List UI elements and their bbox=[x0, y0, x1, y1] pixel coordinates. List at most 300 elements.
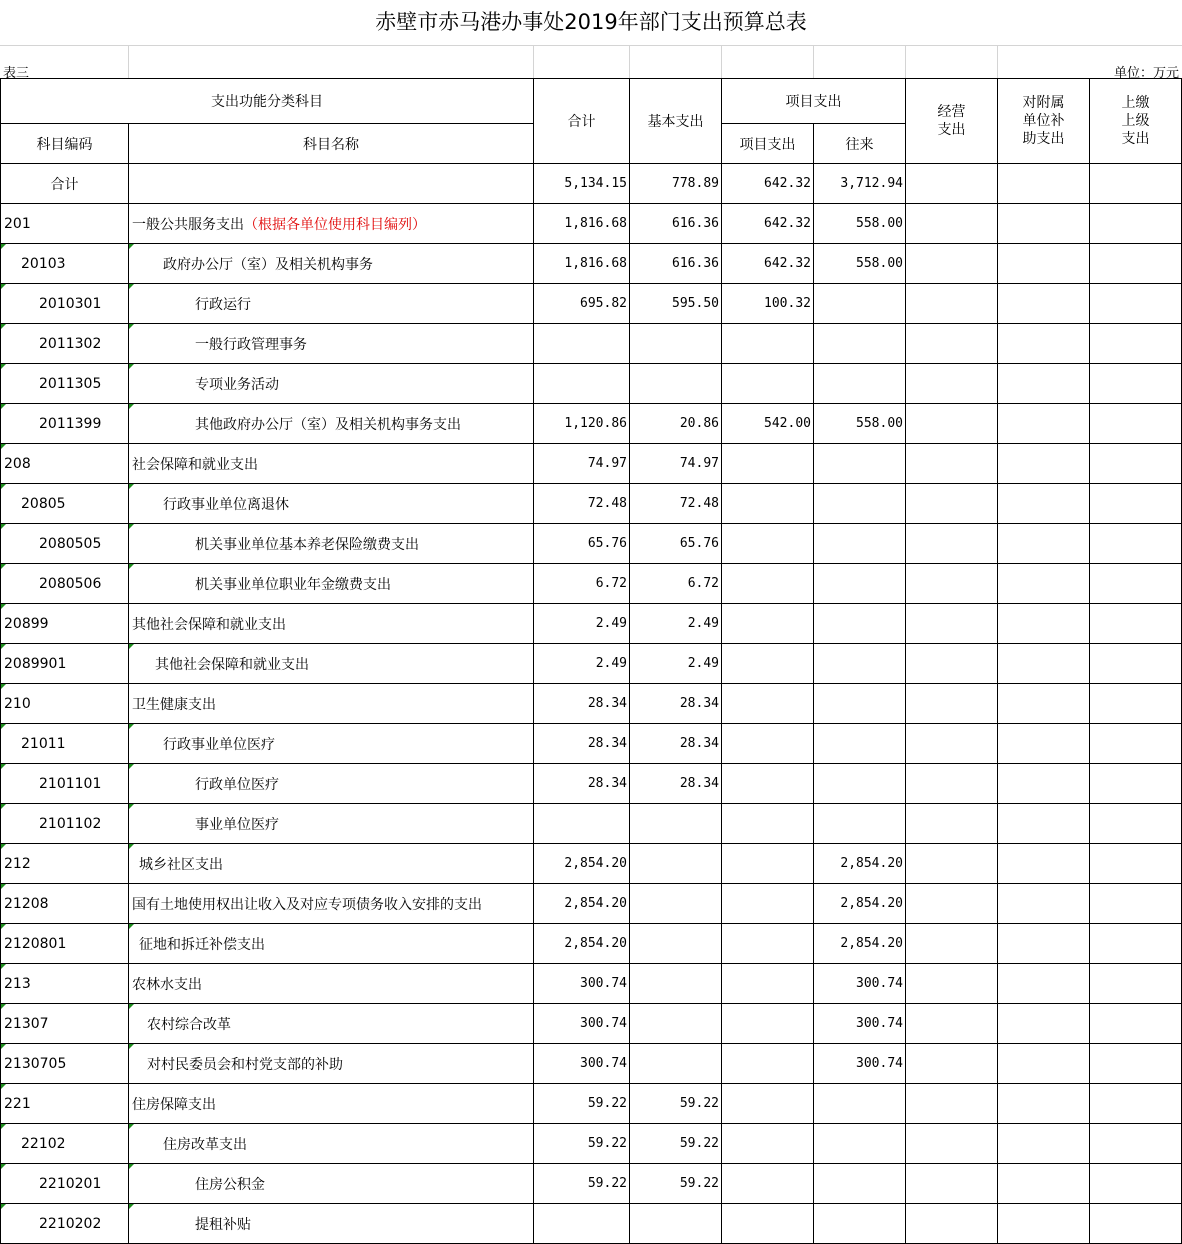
table-row bbox=[1, 684, 1182, 724]
cell-code[interactable] bbox=[1, 1084, 129, 1124]
cell-name[interactable] bbox=[129, 964, 534, 1004]
cell-code[interactable] bbox=[1, 924, 129, 964]
cell-project[interactable] bbox=[722, 1164, 814, 1204]
cell-total[interactable]: 2.49 bbox=[534, 644, 630, 684]
cell-remit[interactable] bbox=[1090, 164, 1182, 204]
cell-basic[interactable]: 778.89 bbox=[630, 164, 722, 204]
cell-operating[interactable] bbox=[906, 964, 998, 1004]
table-row bbox=[1, 244, 1182, 284]
cell-name[interactable] bbox=[129, 884, 534, 924]
cell-basic[interactable] bbox=[630, 924, 722, 964]
cell-basic[interactable]: 616.36 bbox=[630, 204, 722, 244]
cell-remit[interactable] bbox=[1090, 204, 1182, 244]
cell-name[interactable] bbox=[129, 604, 534, 644]
cell-code-text: 210 bbox=[4, 695, 31, 712]
cell-transfer[interactable] bbox=[814, 1164, 906, 1204]
cell-total[interactable]: 72.48 bbox=[534, 484, 630, 524]
cell-transfer[interactable]: 2,854.20 bbox=[814, 884, 906, 924]
cell-transfer[interactable] bbox=[814, 724, 906, 764]
cell-basic[interactable] bbox=[630, 884, 722, 924]
cell-code[interactable] bbox=[1, 844, 129, 884]
cell-basic[interactable]: 59.22 bbox=[630, 1084, 722, 1124]
cell-operating[interactable] bbox=[906, 924, 998, 964]
cell-name-text: 行政事业单位离退休 bbox=[163, 496, 289, 513]
cell-remit[interactable] bbox=[1090, 884, 1182, 924]
cell-transfer[interactable]: 558.00 bbox=[814, 204, 906, 244]
cell-basic[interactable]: 20.86 bbox=[630, 404, 722, 444]
cell-code[interactable] bbox=[1, 604, 129, 644]
cell-remit[interactable] bbox=[1090, 324, 1182, 364]
cell-transfer[interactable]: 2,854.20 bbox=[814, 844, 906, 884]
cell-transfer[interactable] bbox=[814, 1084, 906, 1124]
cell-total[interactable] bbox=[534, 364, 630, 404]
cell-remit[interactable] bbox=[1090, 364, 1182, 404]
cell-code-text: 2210201 bbox=[39, 1175, 102, 1192]
cell-transfer[interactable]: 300.74 bbox=[814, 1044, 906, 1084]
cell-project[interactable] bbox=[722, 804, 814, 844]
cell-project[interactable] bbox=[722, 764, 814, 804]
cell-project[interactable] bbox=[722, 444, 814, 484]
header-transfer: 往来 bbox=[814, 124, 906, 164]
cell-project[interactable] bbox=[722, 524, 814, 564]
cell-name[interactable] bbox=[129, 1124, 534, 1164]
cell-basic[interactable]: 59.22 bbox=[630, 1164, 722, 1204]
cell-subsidy[interactable] bbox=[998, 324, 1090, 364]
cell-project[interactable] bbox=[722, 324, 814, 364]
cell-transfer[interactable] bbox=[814, 604, 906, 644]
cell-operating[interactable] bbox=[906, 404, 998, 444]
cell-subsidy[interactable] bbox=[998, 1084, 1090, 1124]
cell-project[interactable] bbox=[722, 484, 814, 524]
cell-code[interactable] bbox=[1, 804, 129, 844]
cell-name[interactable] bbox=[129, 204, 534, 244]
cell-remit[interactable] bbox=[1090, 244, 1182, 284]
cell-subsidy[interactable] bbox=[998, 764, 1090, 804]
cell-transfer[interactable] bbox=[814, 324, 906, 364]
cell-operating[interactable] bbox=[906, 244, 998, 284]
cell-transfer[interactable] bbox=[814, 644, 906, 684]
cell-operating[interactable] bbox=[906, 1004, 998, 1044]
cell-basic[interactable]: 28.34 bbox=[630, 764, 722, 804]
table-row bbox=[1, 924, 1182, 964]
header-operating-text: 经营支出 bbox=[937, 104, 966, 138]
cell-subsidy[interactable] bbox=[998, 284, 1090, 324]
table-row bbox=[1, 284, 1182, 324]
cell-code[interactable] bbox=[1, 564, 129, 604]
cell-project[interactable] bbox=[722, 364, 814, 404]
cell-name[interactable] bbox=[129, 644, 534, 684]
cell-total[interactable]: 59.22 bbox=[534, 1164, 630, 1204]
cell-operating[interactable] bbox=[906, 724, 998, 764]
table-row bbox=[1, 204, 1182, 244]
cell-project[interactable] bbox=[722, 1204, 814, 1244]
cell-project[interactable] bbox=[722, 1124, 814, 1164]
cell-remit[interactable] bbox=[1090, 484, 1182, 524]
cell-remit[interactable] bbox=[1090, 284, 1182, 324]
table-row bbox=[1, 804, 1182, 844]
cell-basic[interactable] bbox=[630, 844, 722, 884]
cell-project[interactable] bbox=[722, 964, 814, 1004]
cell-code[interactable] bbox=[1, 284, 129, 324]
cell-operating[interactable] bbox=[906, 524, 998, 564]
cell-name-text: 机关事业单位职业年金缴费支出 bbox=[195, 576, 391, 593]
cell-project[interactable] bbox=[722, 724, 814, 764]
cell-basic[interactable] bbox=[630, 324, 722, 364]
cell-name[interactable] bbox=[129, 724, 534, 764]
cell-name-text: 一般行政管理事务 bbox=[195, 336, 307, 353]
cell-name-text: 住房改革支出 bbox=[163, 1136, 247, 1153]
cell-project[interactable] bbox=[722, 924, 814, 964]
cell-subsidy[interactable] bbox=[998, 244, 1090, 284]
table-row bbox=[1, 1084, 1182, 1124]
cell-total[interactable] bbox=[534, 324, 630, 364]
cell-project[interactable]: 100.32 bbox=[722, 284, 814, 324]
cell-subsidy[interactable] bbox=[998, 724, 1090, 764]
cell-code-text: 212 bbox=[4, 855, 31, 872]
cell-name[interactable] bbox=[129, 404, 534, 444]
header-remit bbox=[1090, 79, 1182, 164]
table-row bbox=[1, 964, 1182, 1004]
cell-code-text: 2120801 bbox=[4, 935, 67, 952]
cell-total[interactable]: 1,816.68 bbox=[534, 204, 630, 244]
cell-code[interactable] bbox=[1, 884, 129, 924]
cell-project[interactable]: 642.32 bbox=[722, 164, 814, 204]
cell-name-text: 专项业务活动 bbox=[195, 376, 279, 393]
cell-code[interactable] bbox=[1, 1044, 129, 1084]
cell-total[interactable]: 300.74 bbox=[534, 1044, 630, 1084]
cell-total[interactable]: 300.74 bbox=[534, 1004, 630, 1044]
cell-transfer[interactable] bbox=[814, 804, 906, 844]
cell-transfer[interactable] bbox=[814, 524, 906, 564]
cell-operating[interactable] bbox=[906, 564, 998, 604]
cell-basic[interactable]: 74.97 bbox=[630, 444, 722, 484]
cell-code[interactable] bbox=[1, 524, 129, 564]
cell-operating[interactable] bbox=[906, 1044, 998, 1084]
cell-basic[interactable] bbox=[630, 1004, 722, 1044]
cell-code[interactable] bbox=[1, 324, 129, 364]
cell-remit[interactable] bbox=[1090, 764, 1182, 804]
cell-total[interactable]: 6.72 bbox=[534, 564, 630, 604]
cell-code[interactable] bbox=[1, 964, 129, 1004]
cell-operating[interactable] bbox=[906, 1124, 998, 1164]
cell-remit[interactable] bbox=[1090, 524, 1182, 564]
cell-subsidy[interactable] bbox=[998, 924, 1090, 964]
cell-subsidy[interactable] bbox=[998, 604, 1090, 644]
cell-transfer[interactable] bbox=[814, 484, 906, 524]
cell-code-text: 21208 bbox=[4, 895, 49, 912]
table-row bbox=[1, 604, 1182, 644]
cell-total[interactable] bbox=[534, 1204, 630, 1244]
cell-name[interactable] bbox=[129, 324, 534, 364]
cell-name[interactable] bbox=[129, 1004, 534, 1044]
cell-subsidy[interactable] bbox=[998, 524, 1090, 564]
cell-name[interactable] bbox=[129, 524, 534, 564]
cell-name-note: （根据各单位使用科目编列） bbox=[244, 216, 426, 233]
table-row bbox=[1, 1124, 1182, 1164]
cell-subsidy[interactable] bbox=[998, 444, 1090, 484]
cell-project[interactable] bbox=[722, 644, 814, 684]
cell-operating[interactable] bbox=[906, 444, 998, 484]
cell-operating[interactable] bbox=[906, 204, 998, 244]
cell-total[interactable]: 65.76 bbox=[534, 524, 630, 564]
cell-total[interactable]: 2,854.20 bbox=[534, 924, 630, 964]
cell-operating[interactable] bbox=[906, 644, 998, 684]
cell-code-text: 21011 bbox=[21, 735, 66, 752]
cell-transfer[interactable]: 300.74 bbox=[814, 1004, 906, 1044]
cell-subsidy[interactable] bbox=[998, 164, 1090, 204]
cell-remit[interactable] bbox=[1090, 1204, 1182, 1244]
cell-basic[interactable] bbox=[630, 964, 722, 1004]
cell-total[interactable]: 28.34 bbox=[534, 684, 630, 724]
cell-total[interactable]: 695.82 bbox=[534, 284, 630, 324]
cell-project[interactable]: 642.32 bbox=[722, 204, 814, 244]
cell-name[interactable] bbox=[129, 684, 534, 724]
cell-name[interactable] bbox=[129, 484, 534, 524]
cell-transfer[interactable]: 300.74 bbox=[814, 964, 906, 1004]
cell-name[interactable] bbox=[129, 564, 534, 604]
cell-total[interactable]: 1,120.86 bbox=[534, 404, 630, 444]
cell-basic[interactable]: 2.49 bbox=[630, 644, 722, 684]
header-subsidy-text: 对附属单位补助支出 bbox=[1022, 95, 1065, 147]
cell-code[interactable] bbox=[1, 484, 129, 524]
cell-code[interactable] bbox=[1, 724, 129, 764]
cell-remit[interactable] bbox=[1090, 1044, 1182, 1084]
header-code: 科目编码 bbox=[1, 124, 129, 164]
cell-transfer[interactable] bbox=[814, 284, 906, 324]
cell-total[interactable]: 2,854.20 bbox=[534, 884, 630, 924]
cell-project[interactable] bbox=[722, 844, 814, 884]
cell-operating[interactable] bbox=[906, 604, 998, 644]
cell-basic[interactable]: 65.76 bbox=[630, 524, 722, 564]
table-row bbox=[1, 484, 1182, 524]
header-subsidy bbox=[998, 79, 1090, 164]
cell-subsidy[interactable] bbox=[998, 844, 1090, 884]
cell-basic[interactable]: 616.36 bbox=[630, 244, 722, 284]
cell-code[interactable] bbox=[1, 444, 129, 484]
cell-name-text: 卫生健康支出 bbox=[132, 696, 216, 713]
cell-subsidy[interactable] bbox=[998, 1204, 1090, 1244]
cell-remit[interactable] bbox=[1090, 1164, 1182, 1204]
cell-project[interactable] bbox=[722, 1084, 814, 1124]
cell-code[interactable] bbox=[1, 1204, 129, 1244]
cell-name[interactable] bbox=[129, 1204, 534, 1244]
cell-name[interactable] bbox=[129, 444, 534, 484]
cell-remit[interactable] bbox=[1090, 964, 1182, 1004]
cell-code-text: 221 bbox=[4, 1095, 31, 1112]
cell-basic[interactable]: 59.22 bbox=[630, 1124, 722, 1164]
cell-transfer[interactable] bbox=[814, 684, 906, 724]
cell-basic[interactable] bbox=[630, 1044, 722, 1084]
cell-basic[interactable]: 28.34 bbox=[630, 684, 722, 724]
cell-remit[interactable] bbox=[1090, 844, 1182, 884]
cell-subsidy[interactable] bbox=[998, 1044, 1090, 1084]
header-name: 科目名称 bbox=[129, 124, 534, 164]
cell-remit[interactable] bbox=[1090, 804, 1182, 844]
cell-remit[interactable] bbox=[1090, 644, 1182, 684]
cell-name-text: 国有土地使用权出让收入及对应专项债务收入安排的支出 bbox=[132, 896, 482, 913]
cell-remit[interactable] bbox=[1090, 1004, 1182, 1044]
cell-transfer[interactable]: 3,712.94 bbox=[814, 164, 906, 204]
cell-name-text: 对村民委员会和村党支部的补助 bbox=[147, 1056, 343, 1073]
cell-subsidy[interactable] bbox=[998, 964, 1090, 1004]
cell-subsidy[interactable] bbox=[998, 684, 1090, 724]
unit-label: 单位：万元 bbox=[1113, 66, 1179, 81]
cell-code[interactable] bbox=[1, 364, 129, 404]
cell-operating[interactable] bbox=[906, 884, 998, 924]
cell-name[interactable] bbox=[129, 164, 534, 204]
cell-code[interactable] bbox=[1, 204, 129, 244]
cell-code[interactable] bbox=[1, 1164, 129, 1204]
cell-remit[interactable] bbox=[1090, 1084, 1182, 1124]
cell-code[interactable] bbox=[1, 164, 129, 204]
cell-operating[interactable] bbox=[906, 1204, 998, 1244]
cell-code-text: 201 bbox=[4, 215, 31, 232]
cell-code[interactable] bbox=[1, 244, 129, 284]
cell-operating[interactable] bbox=[906, 844, 998, 884]
cell-name[interactable] bbox=[129, 364, 534, 404]
table-row bbox=[1, 764, 1182, 804]
cell-operating[interactable] bbox=[906, 364, 998, 404]
cell-subsidy[interactable] bbox=[998, 564, 1090, 604]
cell-total[interactable] bbox=[534, 804, 630, 844]
cell-total[interactable]: 5,134.15 bbox=[534, 164, 630, 204]
cell-basic[interactable]: 595.50 bbox=[630, 284, 722, 324]
cell-code-text: 2011305 bbox=[39, 375, 102, 392]
cell-code-text: 合计 bbox=[50, 176, 79, 193]
cell-remit[interactable] bbox=[1090, 444, 1182, 484]
cell-transfer[interactable]: 558.00 bbox=[814, 244, 906, 284]
cell-transfer[interactable] bbox=[814, 364, 906, 404]
cell-operating[interactable] bbox=[906, 284, 998, 324]
table-row bbox=[1, 324, 1182, 364]
cell-name[interactable] bbox=[129, 804, 534, 844]
cell-transfer[interactable] bbox=[814, 564, 906, 604]
cell-total[interactable]: 59.22 bbox=[534, 1124, 630, 1164]
cell-code-text: 2011399 bbox=[39, 415, 102, 432]
cell-remit[interactable] bbox=[1090, 404, 1182, 444]
cell-project[interactable] bbox=[722, 884, 814, 924]
cell-remit[interactable] bbox=[1090, 564, 1182, 604]
cell-subsidy[interactable] bbox=[998, 484, 1090, 524]
cell-total[interactable]: 28.34 bbox=[534, 764, 630, 804]
cell-transfer[interactable] bbox=[814, 444, 906, 484]
cell-project[interactable]: 642.32 bbox=[722, 244, 814, 284]
cell-transfer[interactable] bbox=[814, 764, 906, 804]
cell-name[interactable] bbox=[129, 1044, 534, 1084]
table-row bbox=[1, 524, 1182, 564]
cell-total[interactable]: 59.22 bbox=[534, 1084, 630, 1124]
cell-code[interactable] bbox=[1, 684, 129, 724]
cell-subsidy[interactable] bbox=[998, 1124, 1090, 1164]
cell-name[interactable] bbox=[129, 284, 534, 324]
cell-subsidy[interactable] bbox=[998, 804, 1090, 844]
table-row bbox=[1, 364, 1182, 404]
cell-project[interactable] bbox=[722, 1044, 814, 1084]
cell-project[interactable]: 542.00 bbox=[722, 404, 814, 444]
cell-basic[interactable]: 6.72 bbox=[630, 564, 722, 604]
cell-subsidy[interactable] bbox=[998, 1004, 1090, 1044]
cell-project[interactable] bbox=[722, 1004, 814, 1044]
cell-subsidy[interactable] bbox=[998, 884, 1090, 924]
cell-basic[interactable]: 72.48 bbox=[630, 484, 722, 524]
cell-transfer[interactable] bbox=[814, 1204, 906, 1244]
cell-name[interactable] bbox=[129, 1164, 534, 1204]
cell-subsidy[interactable] bbox=[998, 644, 1090, 684]
cell-name-text: 机关事业单位基本养老保险缴费支出 bbox=[195, 536, 419, 553]
cell-name[interactable] bbox=[129, 764, 534, 804]
cell-name[interactable] bbox=[129, 1084, 534, 1124]
cell-code[interactable] bbox=[1, 644, 129, 684]
cell-name[interactable] bbox=[129, 244, 534, 284]
cell-subsidy[interactable] bbox=[998, 1164, 1090, 1204]
table-row bbox=[1, 404, 1182, 444]
cell-code-text: 2080506 bbox=[39, 575, 102, 592]
cell-name[interactable] bbox=[129, 844, 534, 884]
cell-remit[interactable] bbox=[1090, 724, 1182, 764]
cell-operating[interactable] bbox=[906, 1164, 998, 1204]
cell-basic[interactable]: 28.34 bbox=[630, 724, 722, 764]
cell-operating[interactable] bbox=[906, 764, 998, 804]
cell-basic[interactable] bbox=[630, 804, 722, 844]
cell-project[interactable] bbox=[722, 684, 814, 724]
cell-basic[interactable] bbox=[630, 1204, 722, 1244]
table-label: 表三 bbox=[3, 66, 30, 81]
cell-total[interactable]: 1,816.68 bbox=[534, 244, 630, 284]
cell-name-text: 其他政府办公厅（室）及相关机构事务支出 bbox=[195, 416, 461, 433]
cell-transfer[interactable]: 2,854.20 bbox=[814, 924, 906, 964]
cell-total[interactable]: 74.97 bbox=[534, 444, 630, 484]
cell-code-text: 2210202 bbox=[39, 1215, 102, 1232]
cell-total[interactable]: 28.34 bbox=[534, 724, 630, 764]
cell-subsidy[interactable] bbox=[998, 364, 1090, 404]
cell-operating[interactable] bbox=[906, 804, 998, 844]
cell-subsidy[interactable] bbox=[998, 204, 1090, 244]
cell-operating[interactable] bbox=[906, 684, 998, 724]
cell-name-text: 住房公积金 bbox=[195, 1176, 265, 1193]
cell-code[interactable] bbox=[1, 1124, 129, 1164]
cell-code-text: 20899 bbox=[4, 615, 49, 632]
cell-total[interactable]: 2,854.20 bbox=[534, 844, 630, 884]
table-row bbox=[1, 644, 1182, 684]
cell-remit[interactable] bbox=[1090, 924, 1182, 964]
cell-remit[interactable] bbox=[1090, 684, 1182, 724]
cell-subsidy[interactable] bbox=[998, 404, 1090, 444]
header-basic: 基本支出 bbox=[630, 79, 722, 164]
cell-total[interactable]: 2.49 bbox=[534, 604, 630, 644]
cell-code-text: 20103 bbox=[21, 255, 66, 272]
cell-basic[interactable]: 2.49 bbox=[630, 604, 722, 644]
cell-name[interactable] bbox=[129, 924, 534, 964]
cell-code[interactable] bbox=[1, 764, 129, 804]
cell-project[interactable] bbox=[722, 604, 814, 644]
budget-table bbox=[0, 78, 1182, 1244]
cell-transfer[interactable]: 558.00 bbox=[814, 404, 906, 444]
cell-project[interactable] bbox=[722, 564, 814, 604]
cell-remit[interactable] bbox=[1090, 604, 1182, 644]
cell-total[interactable]: 300.74 bbox=[534, 964, 630, 1004]
cell-code[interactable] bbox=[1, 1004, 129, 1044]
cell-basic[interactable] bbox=[630, 364, 722, 404]
cell-code[interactable] bbox=[1, 404, 129, 444]
header-project: 项目支出 bbox=[722, 124, 814, 164]
cell-operating[interactable] bbox=[906, 324, 998, 364]
cell-transfer[interactable] bbox=[814, 1124, 906, 1164]
page-title: 赤壁市赤马港办事处2019年部门支出预算总表 bbox=[0, 0, 1182, 46]
cell-operating[interactable] bbox=[906, 484, 998, 524]
cell-operating[interactable] bbox=[906, 164, 998, 204]
cell-remit[interactable] bbox=[1090, 1124, 1182, 1164]
cell-operating[interactable] bbox=[906, 1084, 998, 1124]
